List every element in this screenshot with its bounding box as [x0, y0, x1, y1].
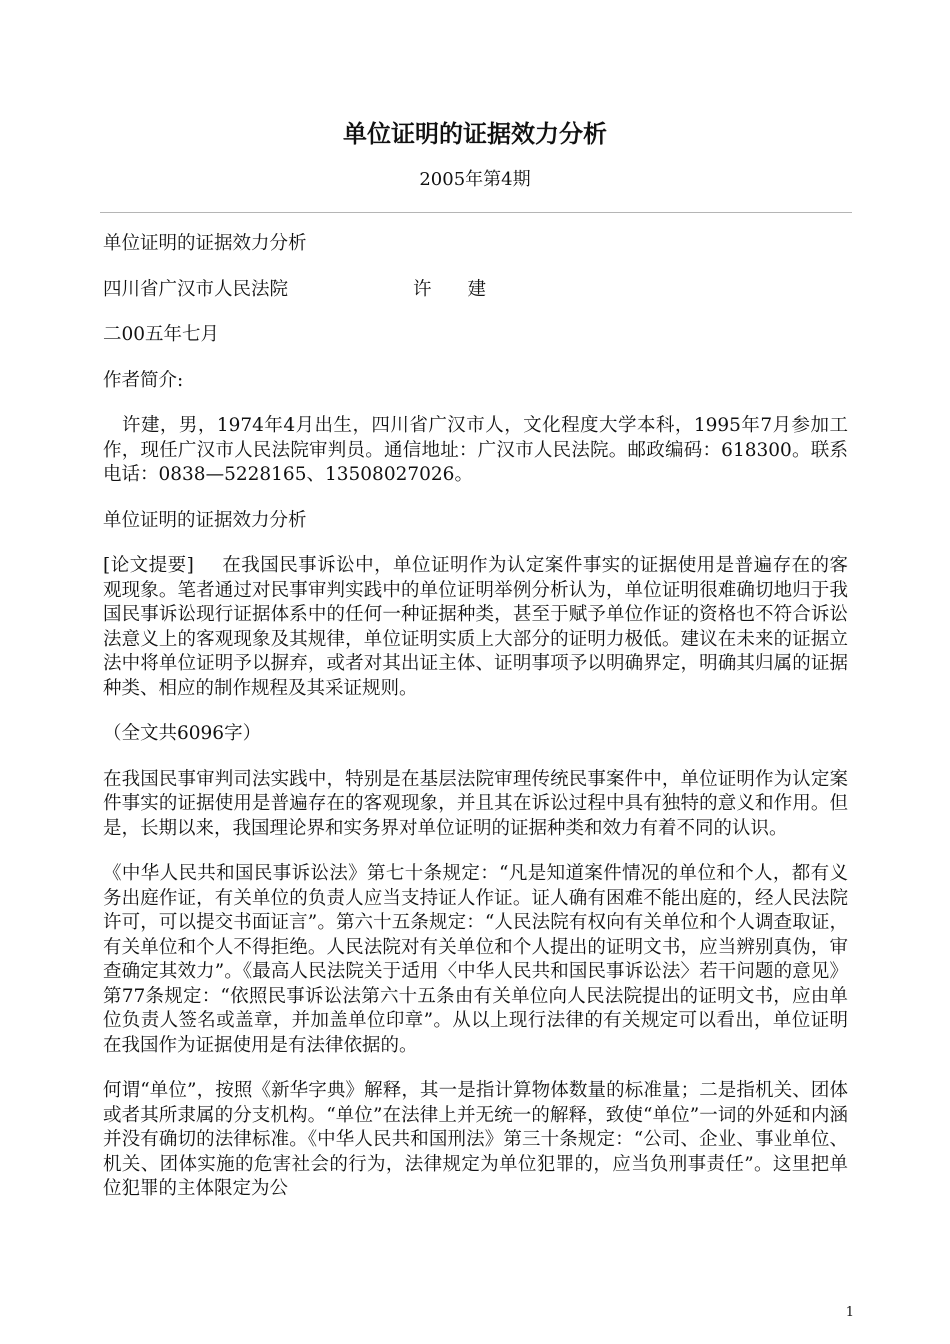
author-name: 许建	[413, 278, 523, 300]
author-institution: 四川省广汉市人民法院	[103, 278, 289, 300]
abstract-paragraph	[103, 554, 848, 701]
word-count: （全文共6096字）	[103, 723, 262, 744]
page-number: 1	[845, 1305, 854, 1320]
header-divider	[100, 212, 852, 213]
issue-label: 2005年第4期	[419, 169, 531, 190]
section-title: 单位证明的证据效力分析	[103, 509, 307, 531]
abstract-label: [论文提要]	[103, 555, 194, 576]
bio-heading: 作者简介:	[103, 369, 184, 391]
subtitle: 单位证明的证据效力分析	[103, 233, 307, 254]
body-paragraph: 《中华人民共和国民事诉讼法》第七十条规定：“凡是知道案件情况的单位和个人，都有义务出庭作证，有关单位的负责人应当支持证人作证。证人确有困难不能出庭的，经人民法院许可，可以提交书面证言”。第六十五条规定：“人民法院有权向有关单位和个人调查取证，有关单位和个人不得拒绝。人民法院对有关单位和个人提出的证明文书，应当辨别真伪，审查确定其效力”。《最高人民法院关于适用〈中华人民共和国民事诉讼法〉若干问题的意见》第77条规定：“依照民事诉讼法第六十五条由有关单位向人民法院提出的证明文书，应由单位负责人签名或盖章，并加盖单位印章”。从以上现行法律的有关规定可以看出，单位证明在我国作为证据使用是有法律依据的。	[103, 863, 848, 1056]
author-line	[103, 278, 848, 303]
body-paragraph: 何谓“单位”，按照《新华字典》解释，其一是指计算物体数量的标准量；二是指机关、团体或者其所隶属的分支机构。“单位”在法律上并无统一的解释，致使“单位”一词的外延和内涵并没有确切的法律标准。《中华人民共和国刑法》第三十条规定：“公司、企业、事业单位、机关、团体实施的危害社会的行为，法律规定为单位犯罪的，应当负刑事责任”。这里把单位犯罪的主体限定为公	[103, 1080, 848, 1199]
document-date: 二00五年七月	[103, 324, 220, 345]
author-bio: 许建，男，1974年4月出生，四川省广汉市人，文化程度大学本科，1995年7月参加工作，现任广汉市人民法院审判员。通信地址：广汉市人民法院。邮政编码：618300。联系电话：0838—5228165、13508027026。	[103, 415, 848, 485]
abstract-text: 在我国民事诉讼中，单位证明作为认定案件事实的证据使用是普遍存在的客观现象。笔者通过对民事审判实践中的单位证明举例分析认为，单位证明很难确切地归于我国民事诉讼现行证据体系中的任何一种证据种类，甚至于赋予单位作证的资格也不符合诉讼法意义上的客观现象及其规律，单位证明实质上大部分的证明力极低。建议在未来的证据立法中将单位证明予以摒弃，或者对其出证主体、证明事项予以明确界定，明确其归属的证据种类、相应的制作规程及其采证规则。	[103, 555, 848, 699]
document-title: 单位证明的证据效力分析	[343, 120, 607, 148]
document-body	[103, 232, 848, 1202]
body-paragraph: 在我国民事审判司法实践中，特别是在基层法院审理传统民事案件中，单位证明作为认定案件事实的证据使用是普遍存在的客观现象，并且其在诉讼过程中具有独特的意义和作用。但是，长期以来，我国理论界和实务界对单位证明的证据种类和效力有着不同的认识。	[103, 768, 848, 839]
